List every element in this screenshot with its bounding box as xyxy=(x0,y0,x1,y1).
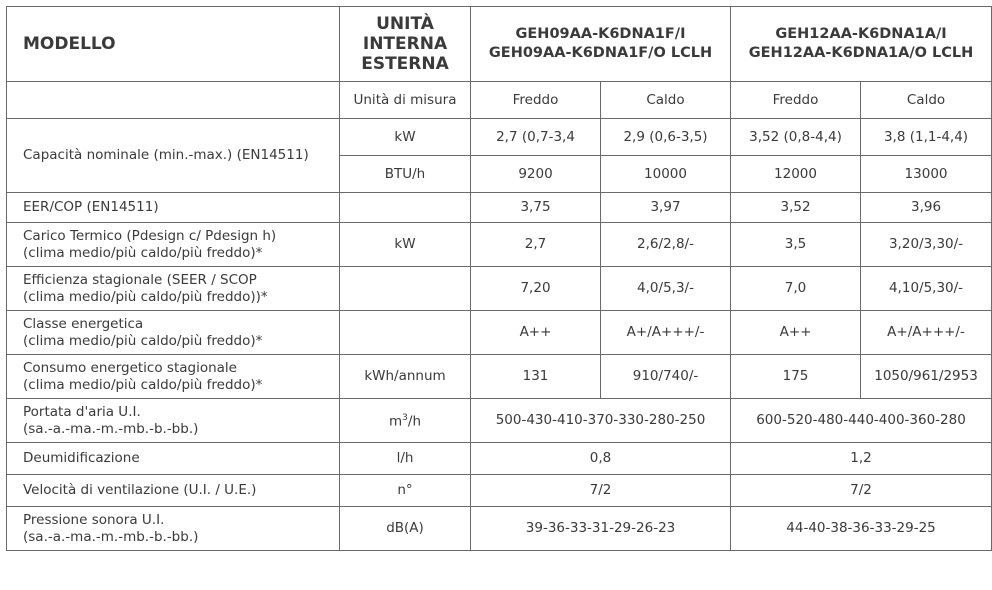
unit-of-measure-label: Unità di misura xyxy=(340,82,471,119)
capacity-kw-unit: kW xyxy=(340,119,471,156)
sound-pressure-label-line1: Pressione sonora U.I. xyxy=(23,511,165,528)
seasonal-eff-value: 7,0 xyxy=(731,267,861,311)
energy-class-value: A+/A+++/- xyxy=(601,311,731,355)
unit-header-line3: ESTERNA xyxy=(361,54,449,74)
fan-speed-value-m1: 7/2 xyxy=(471,475,731,507)
energy-class-label xyxy=(7,311,340,355)
model1-code-outdoor: GEH09AA-K6DNA1F/O LCLH xyxy=(488,45,713,61)
fan-speed-unit: n° xyxy=(340,475,471,507)
energy-class-label-line2: (clima medio/più caldo/più freddo)* xyxy=(23,332,263,349)
sound-pressure-label xyxy=(7,507,340,551)
table-row xyxy=(7,193,992,223)
thermal-load-value: 2,7 xyxy=(471,223,601,267)
airflow-label-line1: Portata d'aria U.I. xyxy=(23,403,141,420)
m1-cool-header: Freddo xyxy=(471,82,601,119)
subheader-row xyxy=(7,82,992,119)
unit-header-line1: UNITÀ xyxy=(376,14,434,34)
airflow-unit xyxy=(340,399,471,443)
thermal-load-value: 3,20/3,30/- xyxy=(861,223,992,267)
capacity-kw-value: 3,8 (1,1-4,4) xyxy=(861,119,992,156)
capacity-btu-value: 10000 xyxy=(601,156,731,193)
fan-speed-value-m2: 7/2 xyxy=(731,475,992,507)
capacity-btu-value: 13000 xyxy=(861,156,992,193)
table-row xyxy=(7,311,992,355)
eer-value: 3,75 xyxy=(471,193,601,223)
sound-pressure-label-line2: (sa.-a.-ma.-m.-mb.-b.-bb.) xyxy=(23,528,199,545)
fan-speed-label: Velocità di ventilazione (U.I. / U.E.) xyxy=(7,475,340,507)
energy-class-value: A+/A+++/- xyxy=(861,311,992,355)
seasonal-consumption-unit: kWh/annum xyxy=(340,355,471,399)
capacity-kw-value: 2,9 (0,6-3,5) xyxy=(601,119,731,156)
seasonal-eff-label-line1: Efficienza stagionale (SEER / SCOP xyxy=(23,271,257,288)
capacity-btu-value: 9200 xyxy=(471,156,601,193)
airflow-unit-tail: /h xyxy=(407,413,421,430)
airflow-value-m1: 500-430-410-370-330-280-250 xyxy=(471,399,731,443)
seasonal-eff-unit xyxy=(340,267,471,311)
airflow-label xyxy=(7,399,340,443)
m2-cool-header: Freddo xyxy=(731,82,861,119)
seasonal-consumption-label-line1: Consumo energetico stagionale xyxy=(23,359,237,376)
seasonal-consumption-label-line2: (clima medio/più caldo/più freddo)* xyxy=(23,376,263,393)
capacity-btu-value: 12000 xyxy=(731,156,861,193)
table-row xyxy=(7,119,992,156)
energy-class-value: A++ xyxy=(471,311,601,355)
table-row xyxy=(7,267,992,311)
seasonal-eff-value: 7,20 xyxy=(471,267,601,311)
thermal-load-value: 2,6/2,8/- xyxy=(601,223,731,267)
energy-class-value: A++ xyxy=(731,311,861,355)
dehumidification-unit: l/h xyxy=(340,443,471,475)
model2-header xyxy=(731,7,992,82)
eer-label: EER/COP (EN14511) xyxy=(7,193,340,223)
energy-class-label-line1: Classe energetica xyxy=(23,315,144,332)
sound-pressure-unit: dB(A) xyxy=(340,507,471,551)
table-row xyxy=(7,355,992,399)
eer-value: 3,96 xyxy=(861,193,992,223)
subheader-empty xyxy=(7,82,340,119)
capacity-label: Capacità nominale (min.-max.) (EN14511) xyxy=(7,119,340,193)
model1-header xyxy=(471,7,731,82)
model1-code-indoor: GEH09AA-K6DNA1F/I xyxy=(515,26,686,42)
table-row xyxy=(7,443,992,475)
dehumidification-label: Deumidificazione xyxy=(7,443,340,475)
unit-header-line2: INTERNA xyxy=(362,34,448,54)
thermal-load-label xyxy=(7,223,340,267)
energy-class-unit xyxy=(340,311,471,355)
model2-code-indoor: GEH12AA-K6DNA1A/I xyxy=(775,26,947,42)
seasonal-eff-value: 4,10/5,30/- xyxy=(861,267,992,311)
airflow-value-m2: 600-520-480-440-400-360-280 xyxy=(731,399,992,443)
sound-pressure-value-m2: 44-40-38-36-33-29-25 xyxy=(731,507,992,551)
table-row xyxy=(7,399,992,443)
seasonal-consumption-value: 175 xyxy=(731,355,861,399)
airflow-label-line2: (sa.-a.-ma.-m.-mb.-b.-bb.) xyxy=(23,420,199,437)
unit-header xyxy=(340,7,471,82)
eer-value: 3,52 xyxy=(731,193,861,223)
seasonal-eff-label xyxy=(7,267,340,311)
thermal-load-label-line1: Carico Termico (Pdesign c/ Pdesign h) xyxy=(23,227,277,244)
table-row xyxy=(7,223,992,267)
capacity-kw-value: 3,52 (0,8-4,4) xyxy=(731,119,861,156)
specs-table xyxy=(6,6,992,551)
airflow-unit-base: m xyxy=(389,413,403,430)
airflow-unit-sup: 3 xyxy=(402,413,408,424)
thermal-load-unit: kW xyxy=(340,223,471,267)
eer-unit xyxy=(340,193,471,223)
seasonal-consumption-value: 910/740/- xyxy=(601,355,731,399)
m2-heat-header: Caldo xyxy=(861,82,992,119)
sound-pressure-value-m1: 39-36-33-31-29-26-23 xyxy=(471,507,731,551)
m1-heat-header: Caldo xyxy=(601,82,731,119)
table-row xyxy=(7,475,992,507)
capacity-btu-unit: BTU/h xyxy=(340,156,471,193)
dehumidification-value-m1: 0,8 xyxy=(471,443,731,475)
eer-value: 3,97 xyxy=(601,193,731,223)
model2-code-outdoor: GEH12AA-K6DNA1A/O LCLH xyxy=(748,45,974,61)
seasonal-eff-label-line2: (clima medio/più caldo/più freddo))* xyxy=(23,288,268,305)
seasonal-eff-value: 4,0/5,3/- xyxy=(601,267,731,311)
seasonal-consumption-label xyxy=(7,355,340,399)
model-header: MODELLO xyxy=(7,7,340,82)
header-row xyxy=(7,7,992,82)
thermal-load-label-line2: (clima medio/più caldo/più freddo)* xyxy=(23,244,263,261)
capacity-kw-value: 2,7 (0,7-3,4 xyxy=(471,119,601,156)
table-row xyxy=(7,507,992,551)
seasonal-consumption-value: 1050/961/2953 xyxy=(861,355,992,399)
dehumidification-value-m2: 1,2 xyxy=(731,443,992,475)
thermal-load-value: 3,5 xyxy=(731,223,861,267)
seasonal-consumption-value: 131 xyxy=(471,355,601,399)
